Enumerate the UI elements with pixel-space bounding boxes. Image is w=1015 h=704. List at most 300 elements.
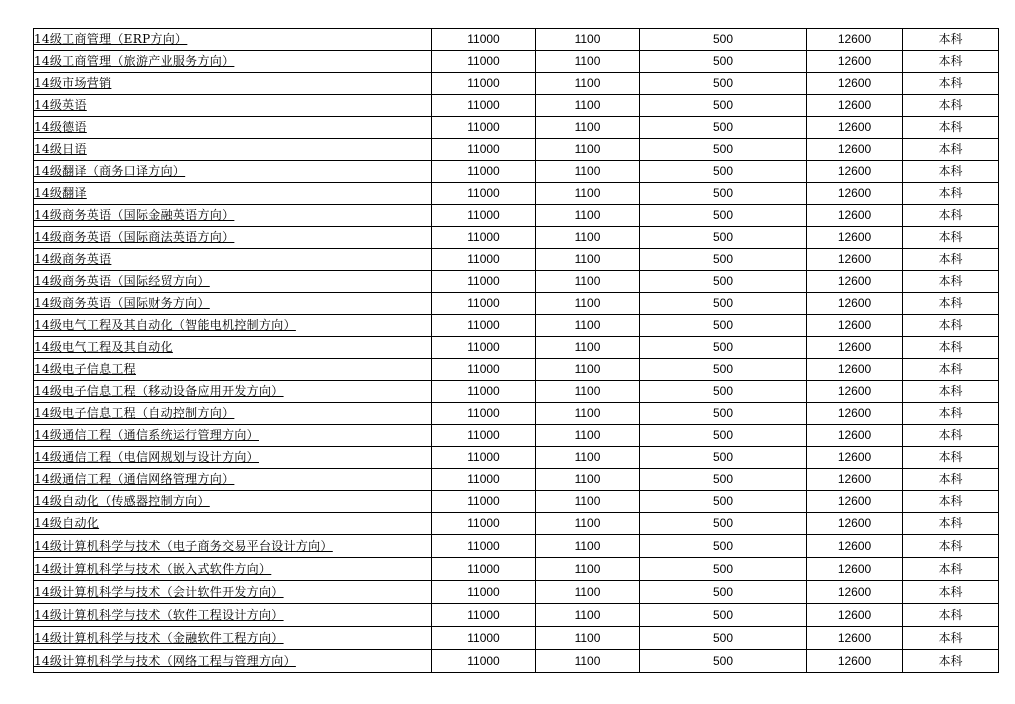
total-cell: [807, 205, 903, 227]
table-row: [34, 139, 999, 161]
tuition-cell: [432, 558, 536, 581]
other-fee-cell: [640, 51, 807, 73]
accommodation-cell-text: 1100: [574, 494, 601, 508]
major-cell: [34, 581, 432, 604]
total-cell-text: 12600: [837, 472, 872, 486]
other-fee-cell-text: 500: [712, 406, 734, 420]
other-fee-cell-text: 500: [712, 340, 734, 354]
major-link[interactable]: 14级电子信息工程（移动设备应用开发方向）: [34, 384, 284, 398]
total-cell-text: 12600: [837, 516, 872, 530]
accommodation-cell-text: 1100: [574, 631, 601, 645]
other-fee-cell: [640, 513, 807, 535]
level-cell: [903, 271, 999, 293]
tuition-cell-text: 11000: [467, 654, 500, 668]
major-link[interactable]: 14级日语: [34, 142, 87, 156]
accommodation-cell: [536, 469, 640, 491]
tuition-cell: [432, 491, 536, 513]
major-cell: [34, 403, 432, 425]
accommodation-cell: [536, 425, 640, 447]
total-cell: [807, 139, 903, 161]
major-link[interactable]: 14级电气工程及其自动化（智能电机控制方向）: [34, 318, 296, 332]
total-cell: [807, 271, 903, 293]
accommodation-cell: [536, 513, 640, 535]
accommodation-cell: [536, 95, 640, 117]
major-link[interactable]: 14级通信工程（电信网规划与设计方向）: [34, 450, 259, 464]
tuition-cell: [432, 425, 536, 447]
total-cell: [807, 627, 903, 650]
total-cell: [807, 403, 903, 425]
tuition-cell: [432, 73, 536, 95]
major-link[interactable]: 14级自动化: [34, 516, 100, 530]
tuition-cell-text: 11000: [467, 164, 500, 178]
major-link[interactable]: 14级工商管理（旅游产业服务方向）: [34, 54, 235, 68]
tuition-cell-text: 11000: [467, 450, 500, 464]
total-cell-text: 12600: [837, 428, 872, 442]
other-fee-cell: [640, 337, 807, 359]
accommodation-cell: [536, 581, 640, 604]
accommodation-cell-text: 1100: [574, 230, 601, 244]
accommodation-cell: [536, 227, 640, 249]
tuition-cell-text: 11000: [467, 318, 500, 332]
accommodation-cell-text: 1100: [574, 406, 601, 420]
level-cell-text: 本科: [938, 208, 963, 222]
total-cell: [807, 558, 903, 581]
level-cell: [903, 139, 999, 161]
total-cell-text: 12600: [837, 384, 872, 398]
level-cell: [903, 249, 999, 271]
major-link[interactable]: 14级德语: [34, 120, 87, 134]
accommodation-cell-text: 1100: [574, 362, 601, 376]
major-link[interactable]: 14级计算机科学与技术（金融软件工程方向）: [34, 631, 284, 645]
level-cell-text: 本科: [938, 54, 963, 68]
table-row: [34, 95, 999, 117]
level-cell: [903, 469, 999, 491]
accommodation-cell-text: 1100: [574, 252, 601, 266]
other-fee-cell-text: 500: [712, 32, 734, 46]
accommodation-cell-text: 1100: [574, 318, 601, 332]
accommodation-cell-text: 1100: [574, 32, 601, 46]
other-fee-cell-text: 500: [712, 539, 734, 553]
other-fee-cell: [640, 29, 807, 51]
level-cell-text: 本科: [938, 230, 963, 244]
other-fee-cell-text: 500: [712, 98, 734, 112]
other-fee-cell: [640, 447, 807, 469]
total-cell-text: 12600: [837, 494, 872, 508]
total-cell-text: 12600: [837, 406, 872, 420]
tuition-cell: [432, 29, 536, 51]
total-cell-text: 12600: [837, 54, 872, 68]
other-fee-cell: [640, 73, 807, 95]
fee-table: [33, 28, 999, 673]
other-fee-cell: [640, 627, 807, 650]
total-cell: [807, 491, 903, 513]
accommodation-cell: [536, 491, 640, 513]
table-row: [34, 293, 999, 315]
tuition-cell: [432, 293, 536, 315]
major-link[interactable]: 14级翻译: [34, 186, 87, 200]
total-cell-text: 12600: [837, 98, 872, 112]
accommodation-cell: [536, 271, 640, 293]
total-cell: [807, 315, 903, 337]
level-cell: [903, 161, 999, 183]
level-cell: [903, 535, 999, 558]
total-cell-text: 12600: [837, 230, 872, 244]
tuition-cell-text: 11000: [467, 208, 500, 222]
major-link[interactable]: 14级计算机科学与技术（网络工程与管理方向）: [34, 654, 296, 668]
major-link[interactable]: 14级计算机科学与技术（嵌入式软件方向）: [34, 562, 272, 576]
tuition-cell: [432, 469, 536, 491]
level-cell: [903, 205, 999, 227]
total-cell: [807, 513, 903, 535]
tuition-cell: [432, 650, 536, 673]
other-fee-cell: [640, 117, 807, 139]
table-row: [34, 227, 999, 249]
tuition-cell-text: 11000: [467, 142, 500, 156]
major-link[interactable]: 14级自动化（传感器控制方向）: [34, 494, 210, 508]
accommodation-cell: [536, 117, 640, 139]
tuition-cell: [432, 513, 536, 535]
accommodation-cell: [536, 558, 640, 581]
tuition-cell-text: 11000: [467, 230, 500, 244]
total-cell: [807, 227, 903, 249]
tuition-cell-text: 11000: [467, 274, 500, 288]
major-cell: [34, 513, 432, 535]
accommodation-cell-text: 1100: [574, 539, 601, 553]
level-cell: [903, 491, 999, 513]
table-row: [34, 491, 999, 513]
total-cell-text: 12600: [837, 186, 872, 200]
major-link[interactable]: 14级市场营销: [34, 76, 112, 90]
level-cell-text: 本科: [938, 516, 963, 530]
major-link[interactable]: 14级商务英语（国际财务方向）: [34, 296, 210, 310]
tuition-cell-text: 11000: [467, 608, 500, 622]
other-fee-cell-text: 500: [712, 494, 734, 508]
major-cell: [34, 205, 432, 227]
major-link[interactable]: 14级工商管理（ERP方向）: [34, 32, 188, 46]
other-fee-cell-text: 500: [712, 230, 734, 244]
tuition-cell: [432, 271, 536, 293]
table-row: [34, 558, 999, 581]
major-link[interactable]: 14级商务英语（国际商法英语方向）: [34, 230, 235, 244]
major-cell: [34, 627, 432, 650]
accommodation-cell: [536, 183, 640, 205]
major-link[interactable]: 14级电子信息工程: [34, 362, 136, 376]
total-cell: [807, 581, 903, 604]
total-cell: [807, 447, 903, 469]
other-fee-cell-text: 500: [712, 54, 734, 68]
major-cell: [34, 337, 432, 359]
table-row: [34, 271, 999, 293]
accommodation-cell-text: 1100: [574, 608, 601, 622]
tuition-cell: [432, 161, 536, 183]
major-link[interactable]: 14级通信工程（通信系统运行管理方向）: [34, 428, 259, 442]
total-cell: [807, 29, 903, 51]
other-fee-cell: [640, 271, 807, 293]
total-cell: [807, 337, 903, 359]
tuition-cell: [432, 51, 536, 73]
table-row: [34, 205, 999, 227]
tuition-cell-text: 11000: [467, 296, 500, 310]
major-cell: [34, 51, 432, 73]
tuition-cell-text: 11000: [467, 362, 500, 376]
major-link[interactable]: 14级商务英语（国际金融英语方向）: [34, 208, 235, 222]
level-cell-text: 本科: [938, 539, 963, 553]
other-fee-cell: [640, 95, 807, 117]
accommodation-cell: [536, 29, 640, 51]
level-cell-text: 本科: [938, 562, 963, 576]
table-row: [34, 447, 999, 469]
level-cell-text: 本科: [938, 340, 963, 354]
table-row: [34, 581, 999, 604]
major-cell: [34, 73, 432, 95]
other-fee-cell: [640, 249, 807, 271]
major-cell: [34, 447, 432, 469]
level-cell-text: 本科: [938, 494, 963, 508]
other-fee-cell: [640, 650, 807, 673]
accommodation-cell-text: 1100: [574, 186, 601, 200]
level-cell-text: 本科: [938, 362, 963, 376]
total-cell-text: 12600: [837, 32, 872, 46]
total-cell-text: 12600: [837, 76, 872, 90]
table-row: [34, 604, 999, 627]
other-fee-cell-text: 500: [712, 296, 734, 310]
major-link[interactable]: 14级通信工程（通信网络管理方向）: [34, 472, 235, 486]
total-cell: [807, 51, 903, 73]
level-cell: [903, 403, 999, 425]
tuition-cell-text: 11000: [467, 428, 500, 442]
table-row: [34, 359, 999, 381]
accommodation-cell-text: 1100: [574, 208, 601, 222]
level-cell: [903, 73, 999, 95]
accommodation-cell-text: 1100: [574, 54, 601, 68]
table-row: [34, 650, 999, 673]
tuition-cell-text: 11000: [467, 472, 500, 486]
table-row: [34, 337, 999, 359]
other-fee-cell: [640, 161, 807, 183]
other-fee-cell-text: 500: [712, 318, 734, 332]
other-fee-cell: [640, 183, 807, 205]
level-cell: [903, 604, 999, 627]
level-cell-text: 本科: [938, 120, 963, 134]
major-cell: [34, 183, 432, 205]
level-cell: [903, 183, 999, 205]
level-cell: [903, 95, 999, 117]
other-fee-cell-text: 500: [712, 208, 734, 222]
accommodation-cell-text: 1100: [574, 340, 601, 354]
major-link[interactable]: 14级计算机科学与技术（会计软件开发方向）: [34, 585, 284, 599]
other-fee-cell: [640, 139, 807, 161]
level-cell: [903, 315, 999, 337]
accommodation-cell: [536, 51, 640, 73]
other-fee-cell-text: 500: [712, 164, 734, 178]
table-row: [34, 51, 999, 73]
accommodation-cell-text: 1100: [574, 450, 601, 464]
other-fee-cell-text: 500: [712, 362, 734, 376]
major-cell: [34, 139, 432, 161]
accommodation-cell: [536, 403, 640, 425]
accommodation-cell: [536, 293, 640, 315]
tuition-cell: [432, 95, 536, 117]
total-cell-text: 12600: [837, 562, 872, 576]
major-cell: [34, 29, 432, 51]
major-link[interactable]: 14级商务英语: [34, 252, 112, 266]
tuition-cell-text: 11000: [467, 340, 500, 354]
major-cell: [34, 604, 432, 627]
other-fee-cell-text: 500: [712, 472, 734, 486]
tuition-cell: [432, 535, 536, 558]
total-cell: [807, 95, 903, 117]
level-cell: [903, 117, 999, 139]
tuition-cell: [432, 205, 536, 227]
major-cell: [34, 227, 432, 249]
major-cell: [34, 293, 432, 315]
table-row: [34, 315, 999, 337]
level-cell: [903, 29, 999, 51]
other-fee-cell-text: 500: [712, 120, 734, 134]
level-cell: [903, 359, 999, 381]
other-fee-cell-text: 500: [712, 428, 734, 442]
level-cell: [903, 227, 999, 249]
level-cell: [903, 51, 999, 73]
total-cell-text: 12600: [837, 208, 872, 222]
accommodation-cell-text: 1100: [574, 516, 601, 530]
other-fee-cell: [640, 425, 807, 447]
total-cell-text: 12600: [837, 164, 872, 178]
accommodation-cell: [536, 315, 640, 337]
tuition-cell-text: 11000: [467, 76, 500, 90]
tuition-cell-text: 11000: [467, 539, 500, 553]
major-link[interactable]: 14级电气工程及其自动化: [34, 340, 173, 354]
major-link[interactable]: 14级计算机科学与技术（软件工程设计方向）: [34, 608, 284, 622]
level-cell: [903, 425, 999, 447]
accommodation-cell-text: 1100: [574, 296, 601, 310]
tuition-cell-text: 11000: [467, 252, 500, 266]
table-row: [34, 381, 999, 403]
other-fee-cell: [640, 581, 807, 604]
other-fee-cell-text: 500: [712, 516, 734, 530]
major-cell: [34, 271, 432, 293]
major-cell: [34, 650, 432, 673]
accommodation-cell: [536, 381, 640, 403]
level-cell: [903, 447, 999, 469]
level-cell-text: 本科: [938, 32, 963, 46]
total-cell-text: 12600: [837, 274, 872, 288]
table-row: [34, 249, 999, 271]
total-cell: [807, 249, 903, 271]
table-row: [34, 425, 999, 447]
accommodation-cell: [536, 139, 640, 161]
table-row: [34, 183, 999, 205]
tuition-cell-text: 11000: [467, 631, 500, 645]
level-cell: [903, 337, 999, 359]
tuition-cell: [432, 315, 536, 337]
other-fee-cell: [640, 381, 807, 403]
level-cell-text: 本科: [938, 76, 963, 90]
fee-table-body: [34, 29, 999, 673]
other-fee-cell: [640, 315, 807, 337]
tuition-cell: [432, 381, 536, 403]
table-row: [34, 535, 999, 558]
tuition-cell: [432, 403, 536, 425]
tuition-cell: [432, 249, 536, 271]
other-fee-cell-text: 500: [712, 252, 734, 266]
accommodation-cell: [536, 337, 640, 359]
major-cell: [34, 491, 432, 513]
accommodation-cell: [536, 205, 640, 227]
tuition-cell: [432, 604, 536, 627]
level-cell-text: 本科: [938, 186, 963, 200]
accommodation-cell: [536, 447, 640, 469]
accommodation-cell: [536, 359, 640, 381]
table-row: [34, 29, 999, 51]
other-fee-cell-text: 500: [712, 142, 734, 156]
major-link[interactable]: 14级电子信息工程（自动控制方向）: [34, 406, 235, 420]
total-cell-text: 12600: [837, 120, 872, 134]
total-cell-text: 12600: [837, 252, 872, 266]
major-link[interactable]: 14级商务英语（国际经贸方向）: [34, 274, 210, 288]
accommodation-cell-text: 1100: [574, 562, 601, 576]
other-fee-cell: [640, 359, 807, 381]
tuition-cell-text: 11000: [467, 186, 500, 200]
other-fee-cell: [640, 205, 807, 227]
accommodation-cell-text: 1100: [574, 472, 601, 486]
level-cell-text: 本科: [938, 98, 963, 112]
tuition-cell: [432, 227, 536, 249]
level-cell: [903, 581, 999, 604]
major-link[interactable]: 14级英语: [34, 98, 87, 112]
other-fee-cell-text: 500: [712, 450, 734, 464]
total-cell: [807, 425, 903, 447]
other-fee-cell-text: 500: [712, 562, 734, 576]
total-cell-text: 12600: [837, 608, 872, 622]
other-fee-cell-text: 500: [712, 76, 734, 90]
total-cell-text: 12600: [837, 450, 872, 464]
major-cell: [34, 359, 432, 381]
level-cell: [903, 513, 999, 535]
total-cell: [807, 73, 903, 95]
other-fee-cell: [640, 469, 807, 491]
other-fee-cell-text: 500: [712, 186, 734, 200]
table-row: [34, 117, 999, 139]
total-cell-text: 12600: [837, 654, 872, 668]
level-cell-text: 本科: [938, 631, 963, 645]
other-fee-cell-text: 500: [712, 654, 734, 668]
tuition-cell: [432, 183, 536, 205]
other-fee-cell: [640, 293, 807, 315]
total-cell-text: 12600: [837, 318, 872, 332]
accommodation-cell-text: 1100: [574, 654, 601, 668]
accommodation-cell: [536, 627, 640, 650]
level-cell-text: 本科: [938, 428, 963, 442]
level-cell-text: 本科: [938, 296, 963, 310]
major-cell: [34, 95, 432, 117]
total-cell: [807, 161, 903, 183]
major-link[interactable]: 14级翻译（商务口译方向）: [34, 164, 186, 178]
accommodation-cell-text: 1100: [574, 142, 601, 156]
total-cell-text: 12600: [837, 340, 872, 354]
major-link[interactable]: 14级计算机科学与技术（电子商务交易平台设计方向）: [34, 539, 333, 553]
total-cell: [807, 293, 903, 315]
tuition-cell-text: 11000: [467, 54, 500, 68]
level-cell-text: 本科: [938, 318, 963, 332]
level-cell-text: 本科: [938, 450, 963, 464]
accommodation-cell-text: 1100: [574, 164, 601, 178]
table-row: [34, 161, 999, 183]
table-row: [34, 469, 999, 491]
other-fee-cell: [640, 227, 807, 249]
accommodation-cell: [536, 73, 640, 95]
tuition-cell-text: 11000: [467, 562, 500, 576]
